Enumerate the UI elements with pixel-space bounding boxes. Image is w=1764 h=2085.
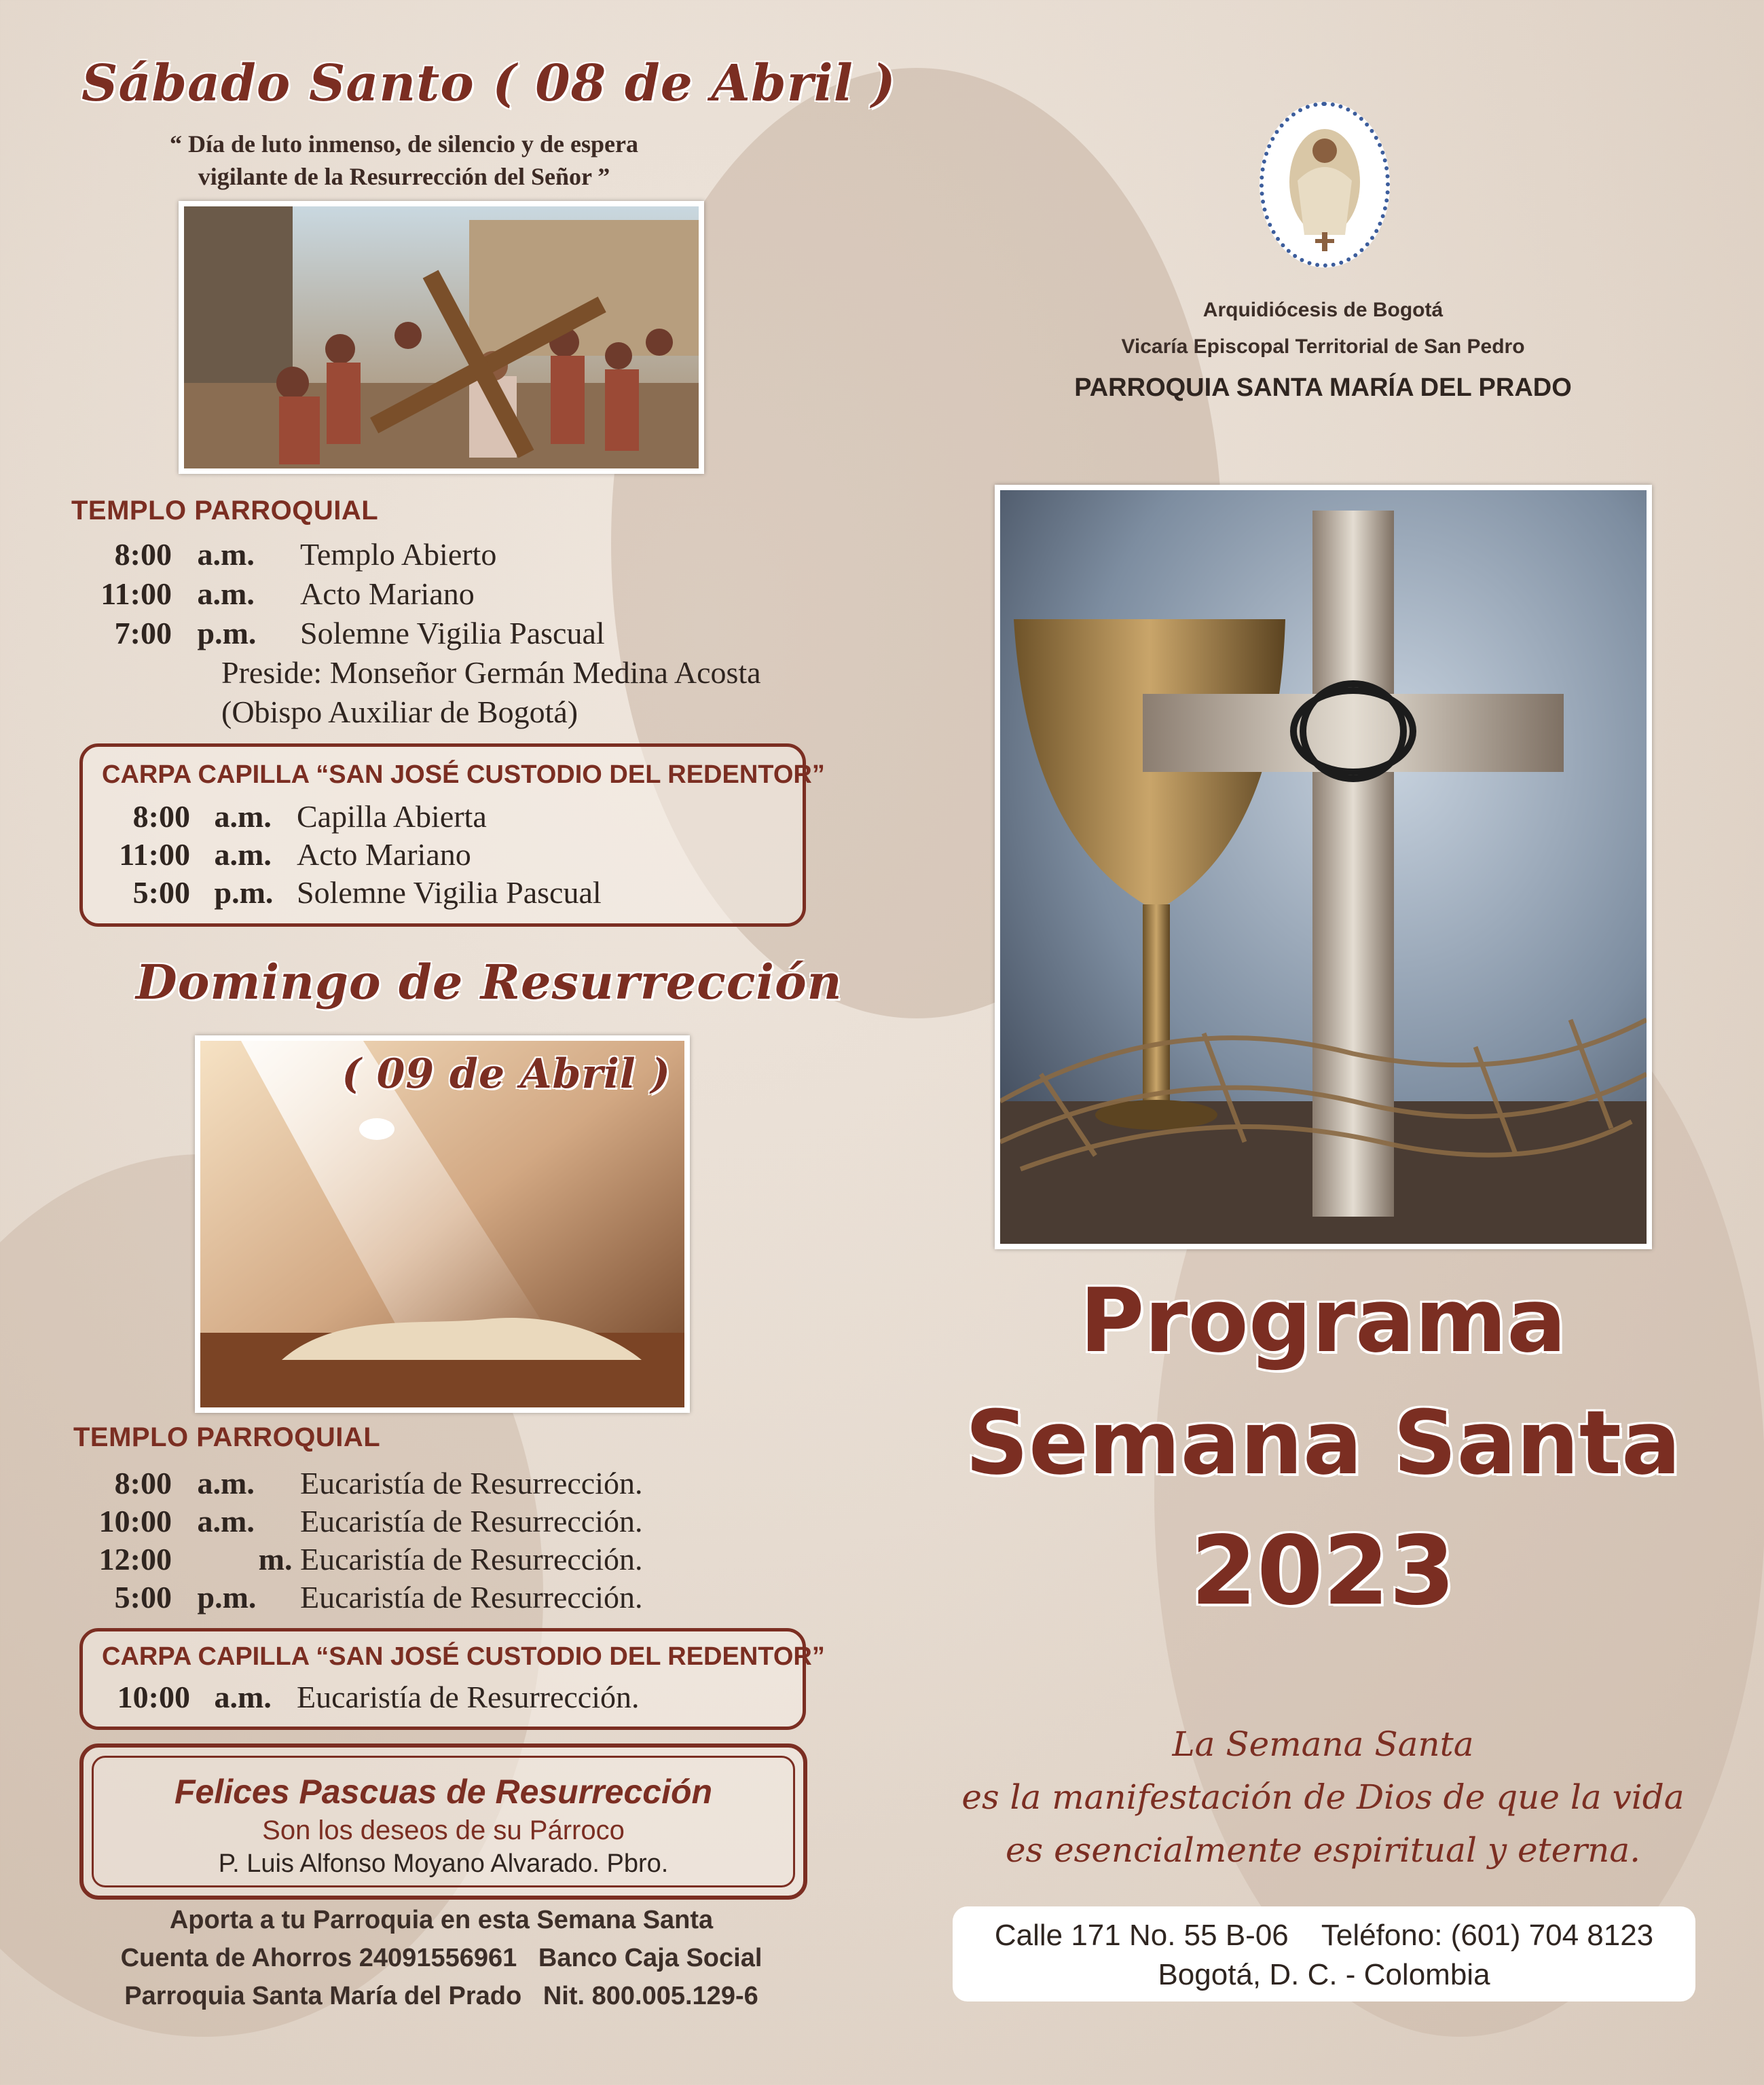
cover-year: 2023 — [1190, 1516, 1456, 1627]
greeting-box — [79, 1743, 807, 1900]
preside-line: (Obispo Auxiliar de Bogotá) — [221, 695, 578, 729]
schedule-row — [71, 1579, 643, 1615]
schedule-event: Acto Mariano — [297, 837, 471, 872]
cover-quote — [882, 1718, 1764, 1877]
schedule-row — [102, 874, 602, 910]
schedule-row — [102, 1679, 640, 1715]
parish-emblem — [1260, 102, 1390, 267]
donation-info — [68, 1901, 815, 2015]
schedule-time: 10:00 — [98, 1504, 172, 1538]
schedule-event: Eucaristía de Resurrección. — [300, 1466, 643, 1500]
sunday-title: Domingo de Resurrección — [136, 954, 843, 1010]
contact-box — [953, 1906, 1695, 2001]
greeting-title: Felices Pascuas de Resurrección — [174, 1773, 713, 1811]
virgin-mary-icon — [1264, 106, 1386, 263]
schedule-event: Eucaristía de Resurrección. — [297, 1680, 640, 1714]
donation-line: Cuenta de Ahorros 24091556961 Banco Caja Social — [120, 1944, 762, 1972]
schedule-time: 8:00 — [132, 799, 190, 834]
schedule-row — [71, 1465, 643, 1501]
schedule-time: 7:00 — [114, 616, 172, 650]
cover-title — [882, 1270, 1764, 1629]
schedule-row — [102, 836, 471, 872]
schedule-ampm: p.m. — [214, 875, 274, 910]
schedule-row — [71, 1503, 643, 1539]
cross-chalice-photo — [995, 485, 1652, 1249]
sunday-date: ( 09 de Abril ) — [342, 1050, 671, 1098]
saturday-photo — [179, 201, 704, 474]
schedule-time: 5:00 — [114, 1580, 172, 1615]
schedule-row — [71, 576, 475, 612]
sunday-templo-heading: TEMPLO PARROQUIAL — [73, 1422, 381, 1452]
contact-city: Bogotá, D. C. - Colombia — [1158, 1958, 1490, 1991]
cross-and-chalice-illustration — [1000, 490, 1647, 1244]
schedule-row — [71, 1541, 643, 1577]
parish-name: PARROQUIA SANTA MARÍA DEL PRADO — [1074, 373, 1572, 402]
schedule-time: 11:00 — [100, 576, 172, 611]
schedule-time: 11:00 — [119, 837, 190, 872]
schedule-event: Solemne Vigilia Pascual — [300, 616, 605, 650]
schedule-ampm: a.m. — [197, 537, 255, 572]
saturday-carpa-box — [79, 743, 825, 927]
schedule-event: Templo Abierto — [300, 537, 497, 572]
schedule-row — [71, 536, 496, 572]
saturday-quote-line: vigilante de la Resurrección del Señor ” — [198, 163, 610, 190]
schedule-ampm: p.m. — [197, 1580, 257, 1615]
sunday-photo — [195, 1035, 690, 1413]
schedule-row — [71, 615, 605, 651]
schedule-ampm: p.m. — [197, 616, 257, 650]
schedule-ampm: a.m. — [197, 1466, 255, 1500]
saturday-title: Sábado Santo ( 08 de Abril ) — [81, 54, 896, 113]
schedule-ampm: a.m. — [214, 837, 272, 872]
cover-quote-line: La Semana Santa — [1172, 1724, 1474, 1764]
sunday-carpa-heading: CARPA CAPILLA “SAN JOSÉ CUSTODIO DEL REDENTOR” — [102, 1642, 825, 1671]
greeting-subtitle: Son los deseos de su Párroco — [262, 1815, 625, 1845]
archdiocese-label: Arquidiócesis de Bogotá — [1202, 299, 1444, 321]
sunday-carpa-box — [79, 1628, 825, 1730]
jesus-carrying-cross-illustration — [184, 206, 699, 468]
schedule-row — [102, 798, 487, 834]
cover-title-line: Semana Santa — [965, 1391, 1681, 1494]
schedule-ampm: a.m. — [214, 799, 272, 834]
saturday-quote — [95, 128, 713, 193]
schedule-time: 8:00 — [114, 1466, 172, 1500]
schedule-time: 5:00 — [132, 875, 190, 910]
schedule-ampm: a.m. — [197, 1504, 255, 1538]
greeting-signature: P. Luis Alfonso Moyano Alvarado. Pbro. — [218, 1849, 669, 1878]
schedule-event: Eucaristía de Resurrección. — [300, 1580, 643, 1615]
schedule-time: 10:00 — [117, 1680, 190, 1714]
schedule-ampm: m. — [258, 1542, 293, 1576]
saturday-quote-line: “ Día de luto inmenso, de silencio y de espera — [170, 130, 638, 158]
cover-quote-line: es esencialmente espiritual y eterna. — [1005, 1830, 1641, 1870]
schedule-event: Eucaristía de Resurrección. — [300, 1504, 643, 1538]
schedule-event: Acto Mariano — [300, 576, 475, 611]
schedule-time: 8:00 — [114, 537, 172, 572]
saturday-carpa-heading: CARPA CAPILLA “SAN JOSÉ CUSTODIO DEL REDENTOR” — [102, 760, 825, 789]
schedule-event: Eucaristía de Resurrección. — [300, 1542, 643, 1576]
vicariate-label: Vicaría Episcopal Territorial de San Pedro — [1121, 335, 1525, 358]
preside-line: Preside: Monseñor Germán Medina Acosta — [221, 655, 761, 690]
donation-line: Aporta a tu Parroquia en esta Semana Santa — [169, 1906, 714, 1934]
saturday-templo-heading: TEMPLO PARROQUIAL — [71, 496, 379, 525]
right-panel — [882, 0, 1764, 2085]
schedule-ampm: a.m. — [214, 1680, 272, 1714]
schedule-event: Solemne Vigilia Pascual — [297, 875, 602, 910]
schedule-ampm: a.m. — [197, 576, 255, 611]
contact-address: Calle 171 No. 55 B-06 Teléfono: (601) 704 8123 — [994, 1919, 1654, 1952]
cover-title-line: Programa — [1080, 1269, 1566, 1372]
cover-quote-line: es la manifestación de Dios de que la vida — [961, 1777, 1685, 1817]
schedule-event: Capilla Abierta — [297, 799, 487, 834]
donation-line: Parroquia Santa María del Prado Nit. 800.005.129-6 — [124, 1982, 758, 2010]
schedule-time: 12:00 — [98, 1542, 172, 1576]
